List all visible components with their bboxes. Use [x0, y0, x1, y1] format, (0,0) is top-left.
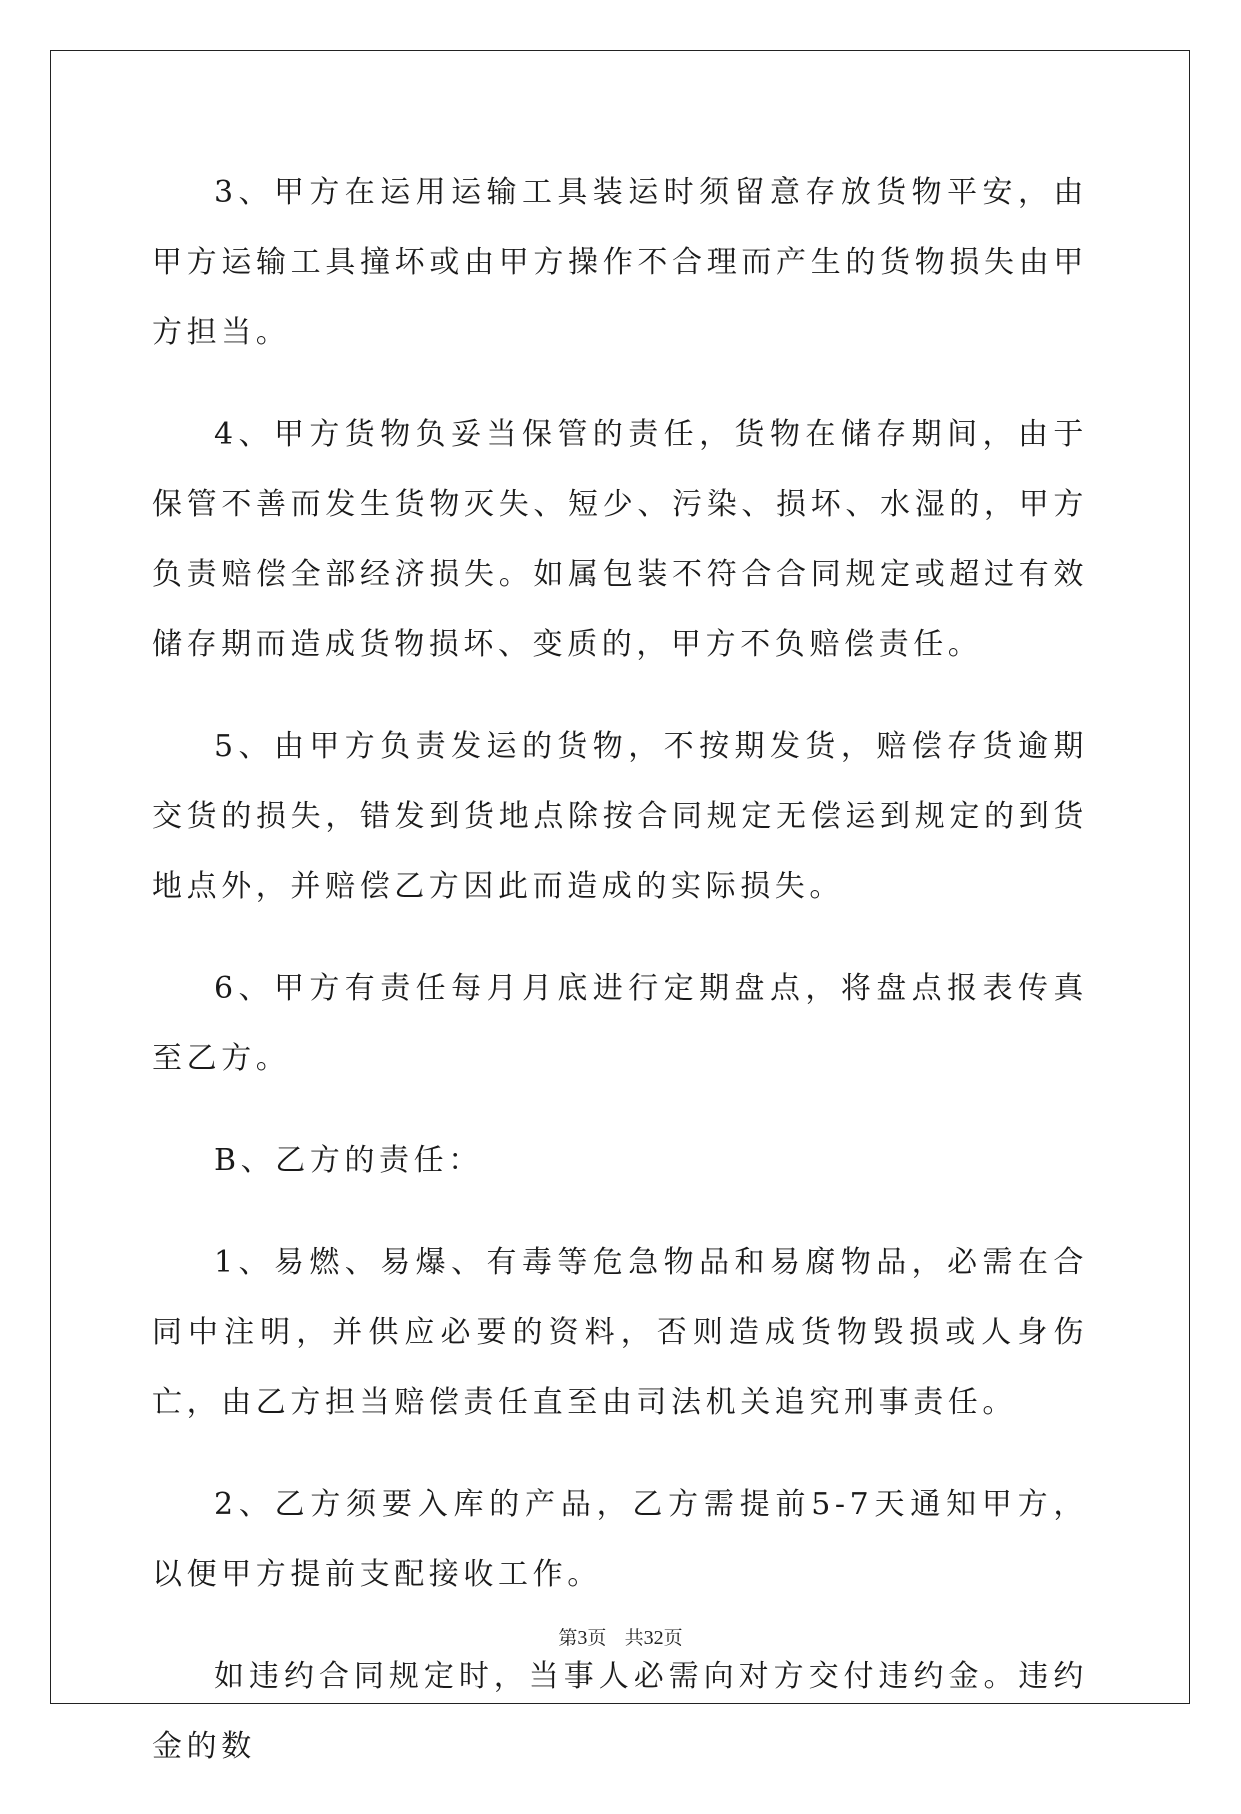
paragraph-5: 1、易燃、易爆、有毒等危急物品和易腐物品，必需在合同中注明，并供应必要的资料，否则造成货物毁损或人身伤亡，由乙方担当赔偿责任直至由司法机关追究刑事责任。 [152, 1245, 1088, 1420]
page-number: 3 [577, 1627, 588, 1649]
total-suffix: 页 [663, 1627, 683, 1649]
page-footer [0, 1626, 1241, 1650]
paragraph-7: 如违约合同规定时，当事人必需向对方交付违约金。违约金的数 [152, 1659, 1088, 1764]
paragraph-6: 2、乙方须要入库的产品，乙方需提前5-7天通知甲方，以便甲方提前支配接收工作。 [152, 1487, 1088, 1592]
paragraph-3: 5、由甲方负责发运的货物，不按期发货，赔偿存货逾期交货的损失，错发到货地点除按合同规定无偿运到规定的到货地点外，并赔偿乙方因此而造成的实际损失。 [152, 729, 1088, 904]
paragraph-1: 3、甲方在运用运输工具装运时须留意存放货物平安，由甲方运输工具撞坏或由甲方操作不合理而产生的货物损失由甲方担当。 [152, 175, 1088, 350]
page-suffix: 页 [587, 1627, 607, 1649]
total-prefix: 共 [624, 1627, 644, 1649]
total-pages: 32 [643, 1627, 664, 1649]
paragraph-4: 6、甲方有责任每月月底进行定期盘点，将盘点报表传真至乙方。 [152, 971, 1088, 1076]
document-body [152, 158, 1088, 1814]
paragraph-2: 4、甲方货物负妥当保管的责任，货物在储存期间，由于保管不善而发生货物灭失、短少、污染、损坏、水湿的，甲方负责赔偿全部经济损失。如属包装不符合合同规定或超过有效储存期而造成货物损坏、变质的，甲方不负赔偿责任。 [152, 417, 1088, 662]
page-prefix: 第 [558, 1627, 578, 1649]
section-heading-b: B、乙方的责任： [214, 1143, 483, 1178]
